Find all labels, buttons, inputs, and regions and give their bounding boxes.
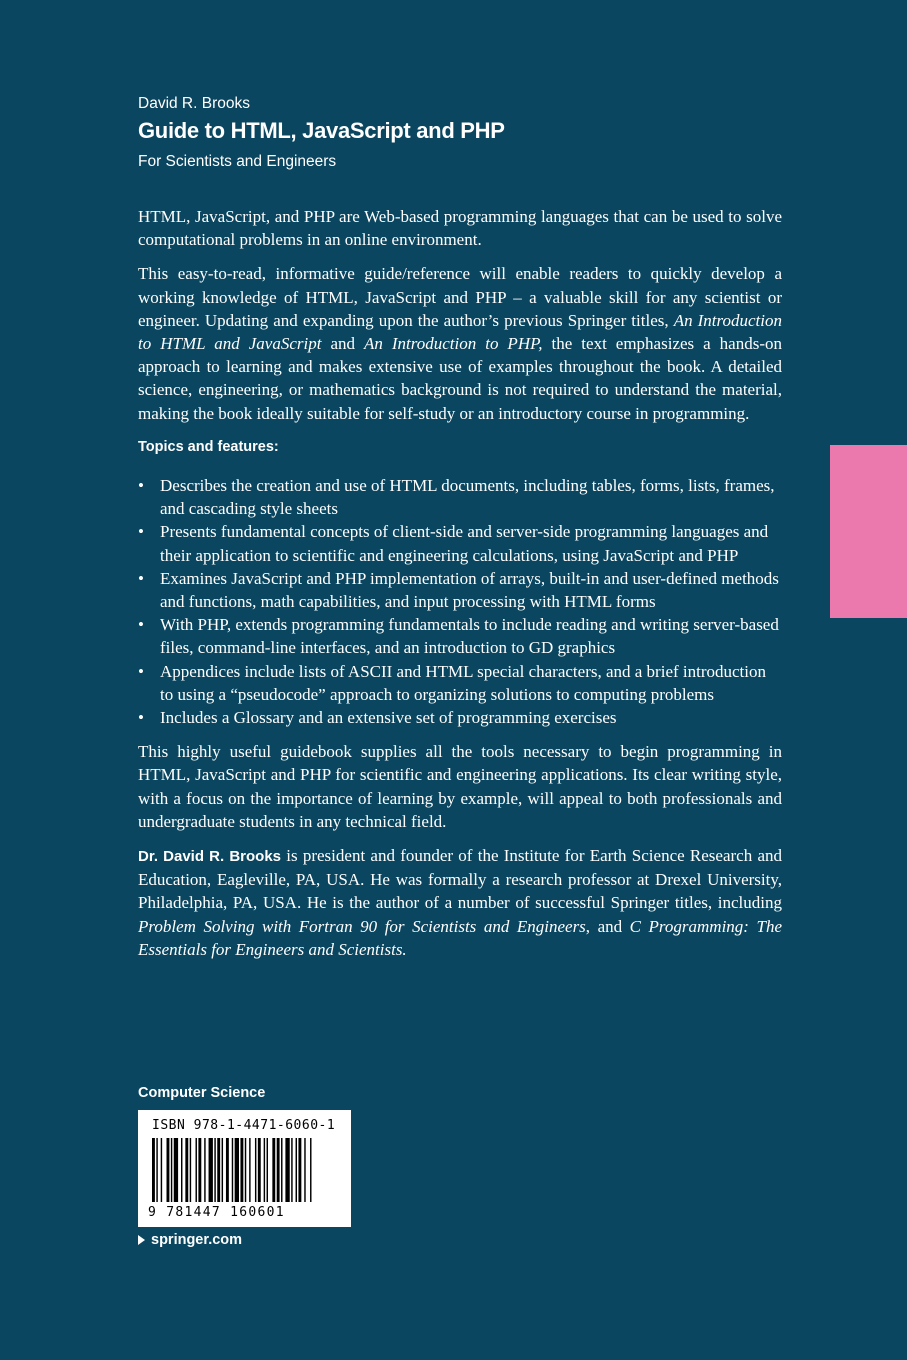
bio-author-name: Dr. David R. Brooks bbox=[138, 848, 282, 866]
barcode-bar bbox=[156, 1138, 157, 1202]
feature-item: • Describes the creation and use of HTML documents, including tables, forms, lists, frames, and cascading style sheets bbox=[138, 474, 782, 520]
barcode-bar bbox=[291, 1138, 292, 1202]
feature-item: • Examines JavaScript and PHP implementation of arrays, built-in and user-defined methods and functions, math capabilities, and input processing with HTML forms bbox=[138, 567, 782, 613]
barcode-bar bbox=[174, 1138, 178, 1202]
barcode-bar bbox=[264, 1138, 265, 1202]
barcode-bar bbox=[226, 1138, 229, 1202]
barcode-bar bbox=[277, 1138, 280, 1202]
barcode-bar bbox=[281, 1138, 282, 1202]
features-list bbox=[138, 474, 782, 729]
barcode-bar bbox=[181, 1138, 182, 1202]
description-and: and bbox=[321, 334, 364, 354]
barcode-bar bbox=[235, 1138, 239, 1202]
barcode-bar bbox=[240, 1138, 243, 1202]
isbn-barcode bbox=[138, 1110, 351, 1227]
barcode-bar bbox=[171, 1138, 172, 1202]
barcode-bar bbox=[267, 1138, 268, 1202]
barcode-bar bbox=[310, 1138, 311, 1202]
author-bio bbox=[138, 844, 782, 961]
description-paragraph bbox=[138, 262, 782, 424]
barcode-bar bbox=[304, 1138, 305, 1202]
barcode-bar bbox=[222, 1138, 223, 1202]
topics-heading: Topics and features: bbox=[138, 438, 279, 455]
barcode-bar bbox=[198, 1138, 201, 1202]
isbn-label: ISBN 978-1-4471-6060-1 bbox=[152, 1118, 336, 1133]
closing-paragraph: This highly useful guidebook supplies all the tools necessary to begin programming in HTML, JavaScript and PHP for scientific and engineering applications. Its clear writing style, with a focus on the importance of learning by example, will appeal to both professionals and undergraduate students in any technical field. bbox=[138, 742, 782, 831]
author-name: David R. Brooks bbox=[138, 95, 250, 112]
barcode-bar bbox=[298, 1138, 301, 1202]
bio-text-1: is president and founder of the Institute for Earth Science Research and Education, Eagleville, PA, USA. He was formally a research professor at Drexel University, Philadelphia, PA, USA. He is the author of a number of successful Springer titles, including bbox=[138, 846, 782, 913]
arrow-right-icon bbox=[138, 1235, 145, 1245]
barcode-bar bbox=[209, 1138, 213, 1202]
barcode-bar bbox=[249, 1138, 250, 1202]
description-text-2: the text emphasizes a hands-on approach to learning and makes extensive use of examples throughout the book. A detailed science, engineering, or mathematics background is not required to understand the material, making the book ideally suitable for self-study or an introductory course in programming. bbox=[138, 334, 782, 423]
barcode-bar bbox=[255, 1138, 256, 1202]
barcode-bar bbox=[152, 1138, 155, 1202]
barcode-bar bbox=[167, 1138, 170, 1202]
barcode-bar bbox=[214, 1138, 215, 1202]
barcode-bar bbox=[161, 1138, 162, 1202]
barcode-digits: 9 781447 160601 bbox=[148, 1205, 285, 1220]
barcode-bar bbox=[285, 1138, 289, 1202]
feature-item: • Presents fundamental concepts of client-side and server-side programming languages and their application to scientific and engineering calculations, using JavaScript and PHP bbox=[138, 520, 782, 566]
barcode-bar bbox=[204, 1138, 205, 1202]
barcode-bar bbox=[245, 1138, 246, 1202]
back-cover-text bbox=[138, 205, 782, 972]
book-subtitle: For Scientists and Engineers bbox=[138, 153, 337, 170]
feature-item: • With PHP, extends programming fundamentals to include reading and writing server-based files, command-line interfaces, and an introduction to GD graphics bbox=[138, 613, 782, 659]
barcode-bar bbox=[217, 1138, 220, 1202]
feature-item: • Appendices include lists of ASCII and HTML special characters, and a brief introduction to using a “pseudocode” approach to organizing solutions to computing problems bbox=[138, 660, 782, 706]
cover-header bbox=[138, 94, 778, 172]
intro-paragraph: HTML, JavaScript, and PHP are Web-based programming languages that can be used to solve computational problems in an online environment. bbox=[138, 207, 782, 250]
barcode-bar bbox=[185, 1138, 188, 1202]
previous-title-2: An Introduction to PHP, bbox=[363, 334, 543, 354]
color-tab bbox=[830, 445, 907, 618]
bio-book-1: Problem Solving with Fortran 90 for Scientists and Engineers bbox=[138, 916, 586, 936]
barcode-bar bbox=[272, 1138, 275, 1202]
publisher-url: springer.com bbox=[151, 1232, 243, 1248]
subject-category: Computer Science bbox=[138, 1085, 266, 1101]
barcode-bar bbox=[258, 1138, 261, 1202]
barcode-bar bbox=[232, 1138, 233, 1202]
bio-text-2: , and bbox=[585, 916, 630, 936]
barcode-bar bbox=[190, 1138, 191, 1202]
publisher-link[interactable] bbox=[138, 1232, 242, 1248]
barcode-bar bbox=[296, 1138, 297, 1202]
barcode-bar bbox=[196, 1138, 197, 1202]
previous-title-1: An Introduction to HTML and JavaScript bbox=[138, 310, 782, 354]
feature-item: • Includes a Glossary and an extensive set of programming exercises bbox=[138, 706, 782, 729]
bio-book-2: C Programming: The Essentials for Engineers and Scientists. bbox=[138, 916, 783, 959]
book-title: Guide to HTML, JavaScript and PHP bbox=[138, 118, 505, 143]
description-text-1: This easy-to-read, informative guide/reference will enable readers to quickly develop a working knowledge of HTML, JavaScript and PHP – a valuable skill for any scientist or engineer. Updating and expanding upon the author’s previous Springer titles, bbox=[138, 264, 782, 330]
